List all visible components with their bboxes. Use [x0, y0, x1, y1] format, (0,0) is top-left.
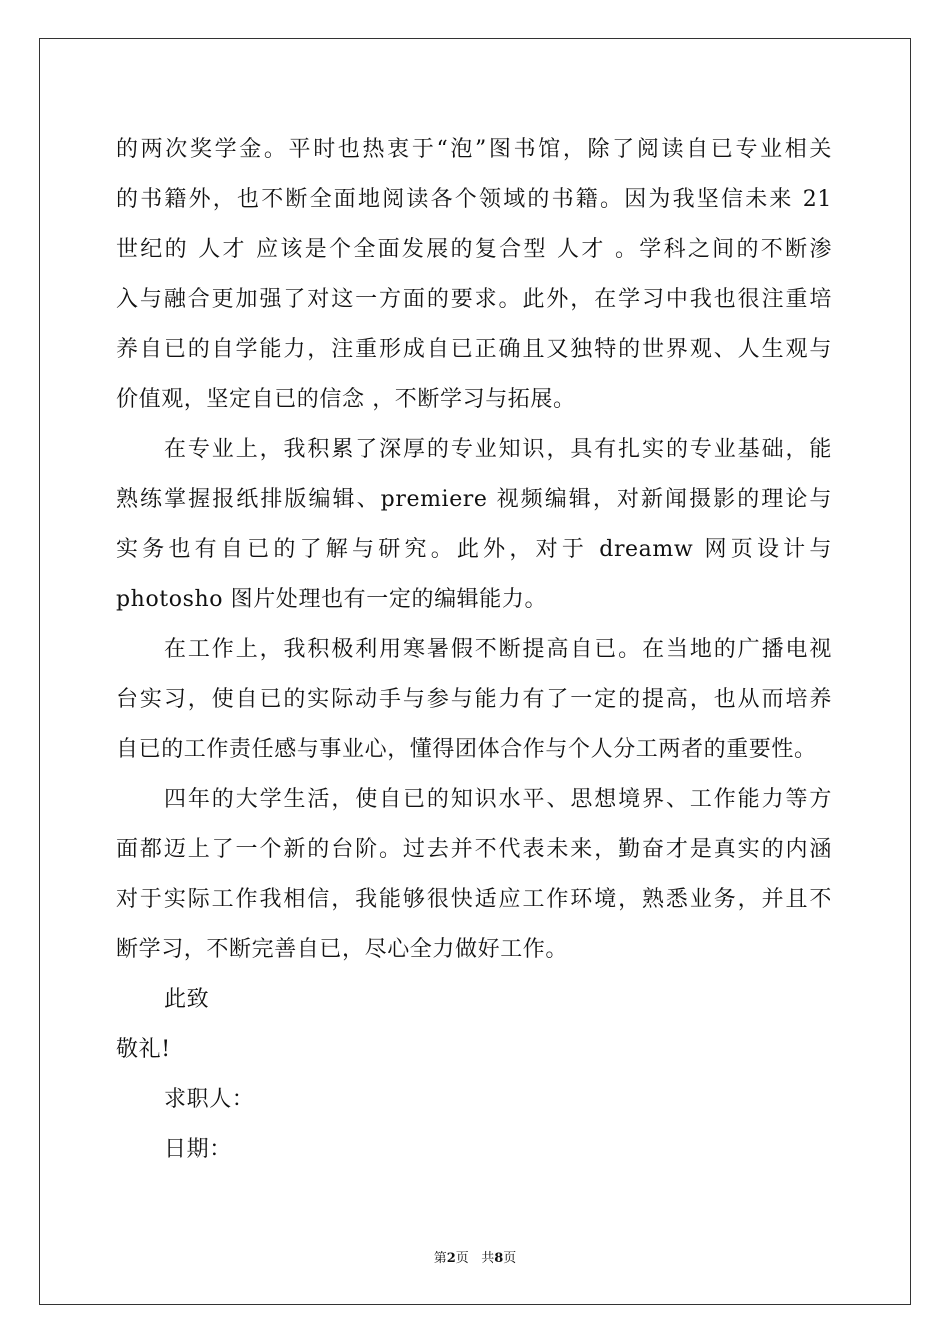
text-line: 台实习，使自已的实际动手与参与能力有了一定的提高，也从而培养 — [116, 687, 832, 712]
current-page-number: 2 — [446, 1251, 456, 1266]
closing-cizhi: 此致 — [164, 987, 210, 1012]
closing-jingli: 敬礼! — [116, 1037, 171, 1062]
date-label: 日期： — [164, 1137, 232, 1162]
paragraph-scholarship — [116, 125, 832, 425]
document-body — [116, 125, 832, 1175]
text-line: 在工作上，我积极利用寒暑假不断提高自已。在当地的广播电视 — [164, 637, 832, 662]
text-line: 入与融合更加强了对这一方面的要求。此外，在学习中我也很注重培 — [116, 287, 832, 312]
text-line: 断学习，不断完善自已，尽心全力做好工作。 — [116, 937, 569, 962]
total-page-count: 8 — [494, 1251, 504, 1266]
text-line: 的书籍外，也不断全面地阅读各个领域的书籍。因为我坚信未来 21 — [116, 187, 832, 212]
text-line: 实务也有自已的了解与研究。此外，对于 dreamw 网页设计与 — [116, 537, 832, 562]
paragraph-professional — [116, 425, 832, 625]
page-footer — [0, 1247, 950, 1266]
text-line: 面都迈上了一个新的台阶。过去并不代表未来，勤奋才是真实的内涵 — [116, 837, 832, 862]
text-line: 对于实际工作我相信，我能够很快适应工作环境，熟悉业务，并且不 — [116, 887, 832, 912]
text-line: 自已的工作责任感与事业心，懂得团体合作与个人分工两者的重要性。 — [116, 737, 817, 762]
text-line: 价值观，坚定自已的信念 ，不断学习与拓展。 — [116, 387, 576, 412]
applicant-label: 求职人： — [164, 1087, 255, 1112]
text-line: photosho 图片处理也有一定的编辑能力。 — [116, 587, 548, 612]
paragraph-work — [116, 625, 832, 775]
text-line: 在专业上，我积累了深厚的专业知识，具有扎实的专业基础，能 — [164, 437, 832, 462]
footer-prefix: 第 — [433, 1251, 447, 1266]
text-line: 熟练掌握报纸排版编辑、premiere 视频编辑，对新闻摄影的理论与 — [116, 487, 832, 512]
text-line: 世纪的 人才 应该是个全面发展的复合型 人才 。学科之间的不断渗 — [116, 237, 832, 262]
text-line: 养自已的自学能力，注重形成自已正确且又独特的世界观、人生观与 — [116, 337, 832, 362]
text-line: 四年的大学生活，使自已的知识水平、思想境界、工作能力等方 — [164, 787, 832, 812]
footer-page-suffix: 页 — [455, 1251, 469, 1266]
paragraph-summary — [116, 775, 832, 975]
footer-total-suffix: 页 — [503, 1251, 517, 1266]
footer-total-prefix: 共 — [481, 1251, 495, 1266]
text-line: 的两次奖学金。平时也热衷于“泡”图书馆，除了阅读自已专业相关 — [116, 137, 832, 162]
